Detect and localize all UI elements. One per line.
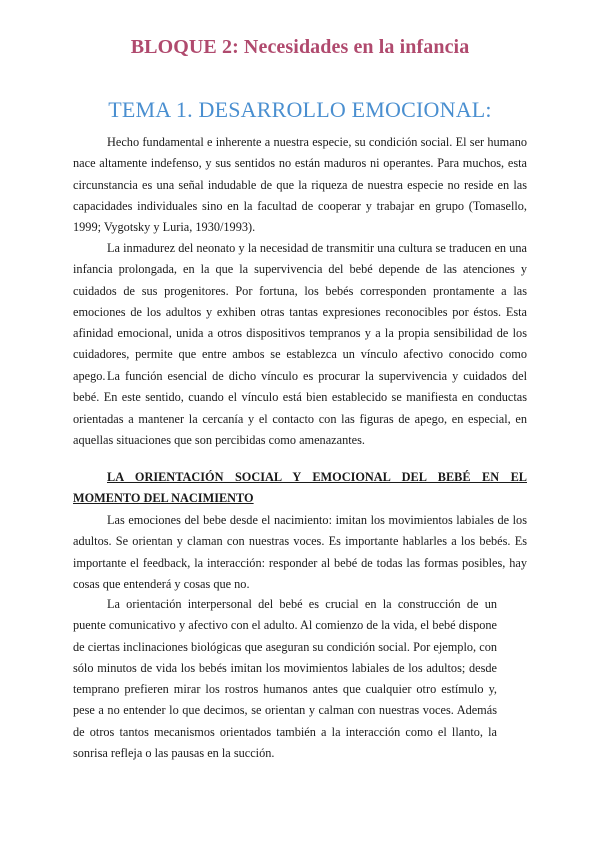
paragraph-intro	[73, 132, 527, 238]
tema-title: TEMA 1. DESARROLLO EMOCIONAL:	[108, 97, 492, 122]
paragraph-text: La orientación interpersonal del bebé es crucial en la construcción de un puente comunicativo y afectivo con el adulto. Al comienzo de la vida, el bebé dispone de ciertas inclinaciones biológicas que aseguran su condición social. Por ejemplo, con sólo minutos de vida los bebés imitan los movimientos labiales de los adultos; desde temprano prefieren mirar los rostros humanos antes que cualquier otro estímulo y, pese a no entender lo que decimos, se orientan y calman con nuestras voces. Además de otros tantos mecanismos orientados también a la interacción como el llanto, la sonrisa refleja o las pausas en la succión.	[73, 597, 497, 761]
paragraph-funcion	[73, 366, 527, 451]
paragraph-text: La función esencial de dicho vínculo es procurar la supervivencia y cuidados del bebé. En este sentido, cuando el vínculo está bien establecido se manifiesta en conductas orientadas a mantener la cercanía y el contacto con las figuras de apego, en especial, en aquellas situaciones que son percibidas como amenazantes.	[73, 369, 527, 447]
bloque-title: BLOQUE 2: Necesidades en la infancia	[130, 36, 470, 58]
paragraph-text: Las emociones del bebe desde el nacimiento: imitan los movimientos labiales de los adultos. Se orientan y claman con nuestras voces. Es importante hablarles a los bebés. Es importante el feedback, la interacción: responder al bebé de todas las formas posibles, hay cosas que entenderá y cosas que no.	[73, 513, 527, 591]
section-heading: LA ORIENTACIÓN SOCIAL Y EMOCIONAL DEL BEBÉ EN EL MOMENTO DEL NACIMIENTO	[73, 470, 527, 505]
paragraph-orientacion	[73, 594, 497, 764]
paragraph-inmadurez	[73, 238, 527, 387]
paragraph-emociones	[73, 510, 527, 595]
paragraph-text: Hecho fundamental e inherente a nuestra especie, su condición social. El ser humano nace altamente indefenso, y sus sentidos no están maduros ni operantes. Para muchos, esta circunstancia es una señal indudable de que la riqueza de nuestra especie no reside en las capacidades individuales sino en la facultad de cooperar y trabajar en grupo (Tomasello, 1999; Vygotsky y Luria, 1930/1993).	[73, 135, 527, 235]
paragraph-text: La inmadurez del neonato y la necesidad de transmitir una cultura se traducen en una infancia prolongada, en la que la supervivencia del bebé depende de las atenciones y cuidados de sus progenitores. Por fortuna, los bebés corresponden prontamente a las emociones de los adultos y exhiben otras tantas expresiones reconocibles por éstos. Esta afinidad emocional, unida a otros dispositivos tempranos y a la propia sensibilidad de los cuidadores, permite que entre ambos se establezca un vínculo afectivo conocido como apego.	[73, 241, 527, 383]
